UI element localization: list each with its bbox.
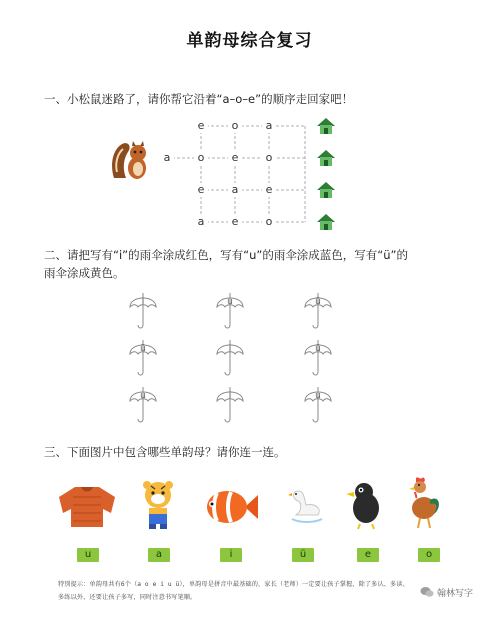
maze-node: a <box>160 151 174 165</box>
maze-node: a <box>194 215 208 229</box>
house-icon <box>316 149 336 167</box>
rooster-icon <box>402 476 442 530</box>
maze-node: o <box>262 151 276 165</box>
question-2-text-cont: 雨伞涂成黄色。 <box>44 266 125 280</box>
watermark-text: 翰林写字 <box>437 589 474 599</box>
maze-node: o <box>228 119 242 133</box>
letter-tag[interactable]: i <box>220 548 242 562</box>
umbrella-letter: i <box>228 391 232 401</box>
umbrella-letter: ü <box>140 344 146 354</box>
clownfish-icon <box>203 485 259 529</box>
maze-node: o <box>194 151 208 165</box>
tiger-icon <box>137 480 179 530</box>
umbrella[interactable] <box>215 289 245 333</box>
umbrella-letter: u <box>227 297 233 307</box>
letter-tag[interactable]: ü <box>292 548 314 562</box>
umbrella[interactable] <box>303 383 333 427</box>
umbrella-letter: ü <box>315 297 321 307</box>
sweater-icon <box>55 483 119 529</box>
umbrella[interactable] <box>128 289 158 333</box>
maze-node: a <box>262 119 276 133</box>
letter-tag[interactable]: a <box>148 548 170 562</box>
question-1-text: 一、小松鼠迷路了，请你帮它沿着“a–o–e”的顺序走回家吧！ <box>44 92 354 106</box>
letter-tag[interactable]: e <box>357 548 379 562</box>
maze-node: e <box>194 183 208 197</box>
tip-note-line-2: 多练以外，还要让孩子多写，同时注意书写笔顺。 <box>58 594 197 601</box>
question-2-text: 二、请把写有“i”的雨伞涂成红色，写有“u”的雨伞涂成蓝色，写有“ü”的 <box>44 248 409 262</box>
page-title: 单韵母综合复习 <box>186 31 313 51</box>
maze-node: a <box>228 183 242 197</box>
maze-node: o <box>262 215 276 229</box>
crow-icon <box>346 480 386 530</box>
umbrella[interactable] <box>215 383 245 427</box>
maze-grid <box>0 0 499 260</box>
wechat-icon <box>420 586 434 598</box>
umbrella-letter: ü <box>315 344 321 354</box>
maze-node: e <box>228 151 242 165</box>
house-icon <box>316 213 336 231</box>
letter-tag[interactable]: o <box>418 548 440 562</box>
umbrella-letter: u <box>140 391 146 401</box>
maze-node: e <box>262 183 276 197</box>
swan-icon <box>288 485 324 529</box>
tip-note-line-1: 特别提示：单韵母共有6个（a o e i u ü），单韵母是拼音中最基础的，家长（老师）一定要让孩子掌握，除了多认、多读、 <box>58 581 409 588</box>
umbrella[interactable] <box>128 336 158 380</box>
house-icon <box>316 181 336 199</box>
umbrella[interactable] <box>128 383 158 427</box>
letter-tag[interactable]: u <box>77 548 99 562</box>
umbrella-letter: u <box>315 391 321 401</box>
umbrella-letter: i <box>228 344 232 354</box>
umbrella[interactable] <box>215 336 245 380</box>
umbrella-letter: i <box>141 297 145 307</box>
umbrella[interactable] <box>303 336 333 380</box>
question-3-text: 三、下面图片中包含哪些单韵母？请你连一连。 <box>44 445 286 459</box>
umbrella[interactable] <box>303 289 333 333</box>
maze-node: e <box>194 119 208 133</box>
house-icon <box>316 117 336 135</box>
maze-node: e <box>228 215 242 229</box>
